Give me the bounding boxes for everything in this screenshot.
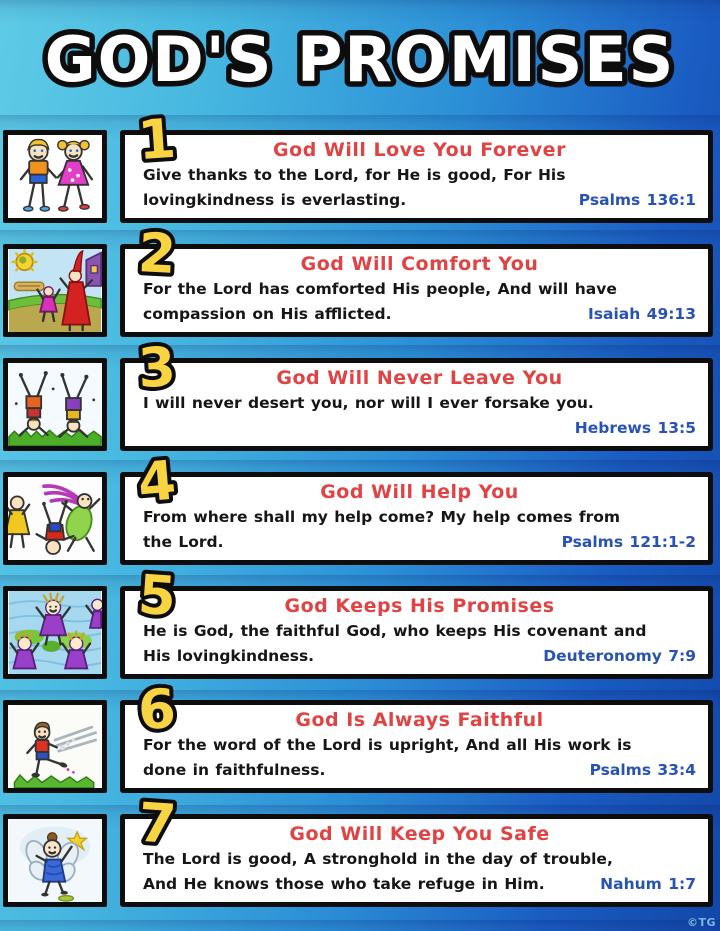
thumbnail-fairy-girl bbox=[3, 814, 107, 907]
verse-line-2: done in faithfulness. bbox=[143, 761, 326, 779]
verse-line-1: I will never desert you, nor will I ever forsake you. bbox=[143, 394, 594, 412]
promise-box bbox=[120, 358, 713, 451]
thumbnail-kicking-boy bbox=[3, 700, 107, 793]
scripture-reference: Psalms 33:4 bbox=[589, 761, 696, 779]
scripture-reference: Hebrews 13:5 bbox=[574, 419, 696, 437]
promise-row-1 bbox=[3, 106, 713, 223]
thumbnail-mother-and-child bbox=[3, 244, 107, 337]
verse-line-1: Give thanks to the Lord, for He is good, For His bbox=[143, 166, 566, 184]
svg-text:1: 1 bbox=[135, 106, 178, 173]
promise-box bbox=[120, 700, 713, 793]
promise-heading: God Is Always Faithful bbox=[295, 709, 544, 731]
promise-row-6 bbox=[3, 677, 713, 793]
promise-row-3 bbox=[3, 335, 713, 451]
thumbnail-boy-and-girl bbox=[3, 130, 107, 223]
promise-list bbox=[0, 106, 720, 907]
title-banner bbox=[0, 0, 720, 118]
verse-line-1: For the Lord has comforted His people, And will have bbox=[143, 280, 617, 298]
promise-box bbox=[120, 130, 713, 223]
svg-text:4: 4 bbox=[135, 448, 179, 515]
scripture-reference: Nahum 1:7 bbox=[600, 875, 696, 893]
verse-text bbox=[143, 733, 696, 783]
mother-and-child-with-sun-illustration bbox=[8, 249, 102, 332]
page-title: GOD'S PROMISES bbox=[44, 23, 676, 96]
promise-panel bbox=[120, 221, 713, 337]
promise-panel bbox=[120, 790, 713, 907]
verse-line-2: His lovingkindness. bbox=[143, 647, 315, 665]
boy-and-girl-holding-hands-illustration bbox=[8, 135, 102, 218]
promise-row-5 bbox=[3, 562, 713, 679]
verse-line-2: compassion on His afflicted. bbox=[143, 305, 392, 323]
kids-tumbling-illustration bbox=[8, 477, 102, 560]
promise-heading: God Keeps His Promises bbox=[284, 595, 555, 617]
svg-text:6: 6 bbox=[136, 677, 178, 742]
fairy-girl-with-wand-illustration bbox=[8, 819, 102, 902]
promise-panel bbox=[120, 448, 713, 565]
verse-text bbox=[143, 505, 696, 555]
promise-panel bbox=[120, 562, 713, 679]
promise-box bbox=[120, 586, 713, 679]
promise-heading: God Will Keep You Safe bbox=[289, 823, 550, 845]
thumbnail-celebrating-girls bbox=[3, 586, 107, 679]
svg-text:3: 3 bbox=[136, 335, 178, 400]
svg-text:5: 5 bbox=[136, 562, 179, 629]
promise-box bbox=[120, 244, 713, 337]
title-art bbox=[10, 5, 710, 113]
scripture-reference: Psalms 121:1-2 bbox=[561, 533, 696, 551]
promise-heading: God Will Love You Forever bbox=[273, 139, 566, 161]
scripture-reference: Isaiah 49:13 bbox=[588, 305, 696, 323]
promise-row-7 bbox=[3, 790, 713, 907]
svg-text:2: 2 bbox=[136, 221, 178, 286]
promise-box bbox=[120, 814, 713, 907]
svg-text:7: 7 bbox=[136, 790, 179, 857]
promise-panel bbox=[120, 335, 713, 451]
verse-line-1: He is God, the faithful God, who keeps His covenant and bbox=[143, 622, 647, 640]
thumbnail-tumbling-kids bbox=[3, 472, 107, 565]
verse-text bbox=[143, 619, 696, 669]
verse-text bbox=[143, 391, 696, 441]
promise-heading: God Will Help You bbox=[320, 481, 519, 503]
verse-line-1: From where shall my help come? My help comes from bbox=[143, 508, 621, 526]
promise-row-2 bbox=[3, 221, 713, 337]
promise-panel bbox=[120, 106, 713, 223]
verse-text bbox=[143, 277, 696, 327]
verse-text bbox=[143, 163, 696, 213]
verse-text bbox=[143, 847, 696, 897]
girls-celebrating-pattern-illustration bbox=[8, 591, 102, 674]
watermark: ©TG bbox=[686, 916, 716, 929]
verse-line-1: The Lord is good, A stronghold in the day of trouble, bbox=[143, 850, 613, 868]
boy-kicking-on-grass-illustration bbox=[8, 705, 102, 788]
scripture-reference: Psalms 136:1 bbox=[578, 191, 696, 209]
verse-line-2: the Lord. bbox=[143, 533, 224, 551]
promise-heading: God Will Never Leave You bbox=[276, 367, 563, 389]
verse-line-2: And He knows those who take refuge in Him. bbox=[143, 875, 545, 893]
promise-heading: God Will Comfort You bbox=[300, 253, 539, 275]
promise-box bbox=[120, 472, 713, 565]
promise-panel bbox=[120, 677, 713, 793]
verse-line-2: lovingkindness is everlasting. bbox=[143, 191, 407, 209]
scripture-reference: Deuteronomy 7:9 bbox=[543, 647, 696, 665]
promise-row-4 bbox=[3, 448, 713, 565]
thumbnail-handstand-kids bbox=[3, 358, 107, 451]
verse-line-1: For the word of the Lord is upright, And all His work is bbox=[143, 736, 632, 754]
kids-doing-handstands-illustration bbox=[8, 363, 102, 446]
